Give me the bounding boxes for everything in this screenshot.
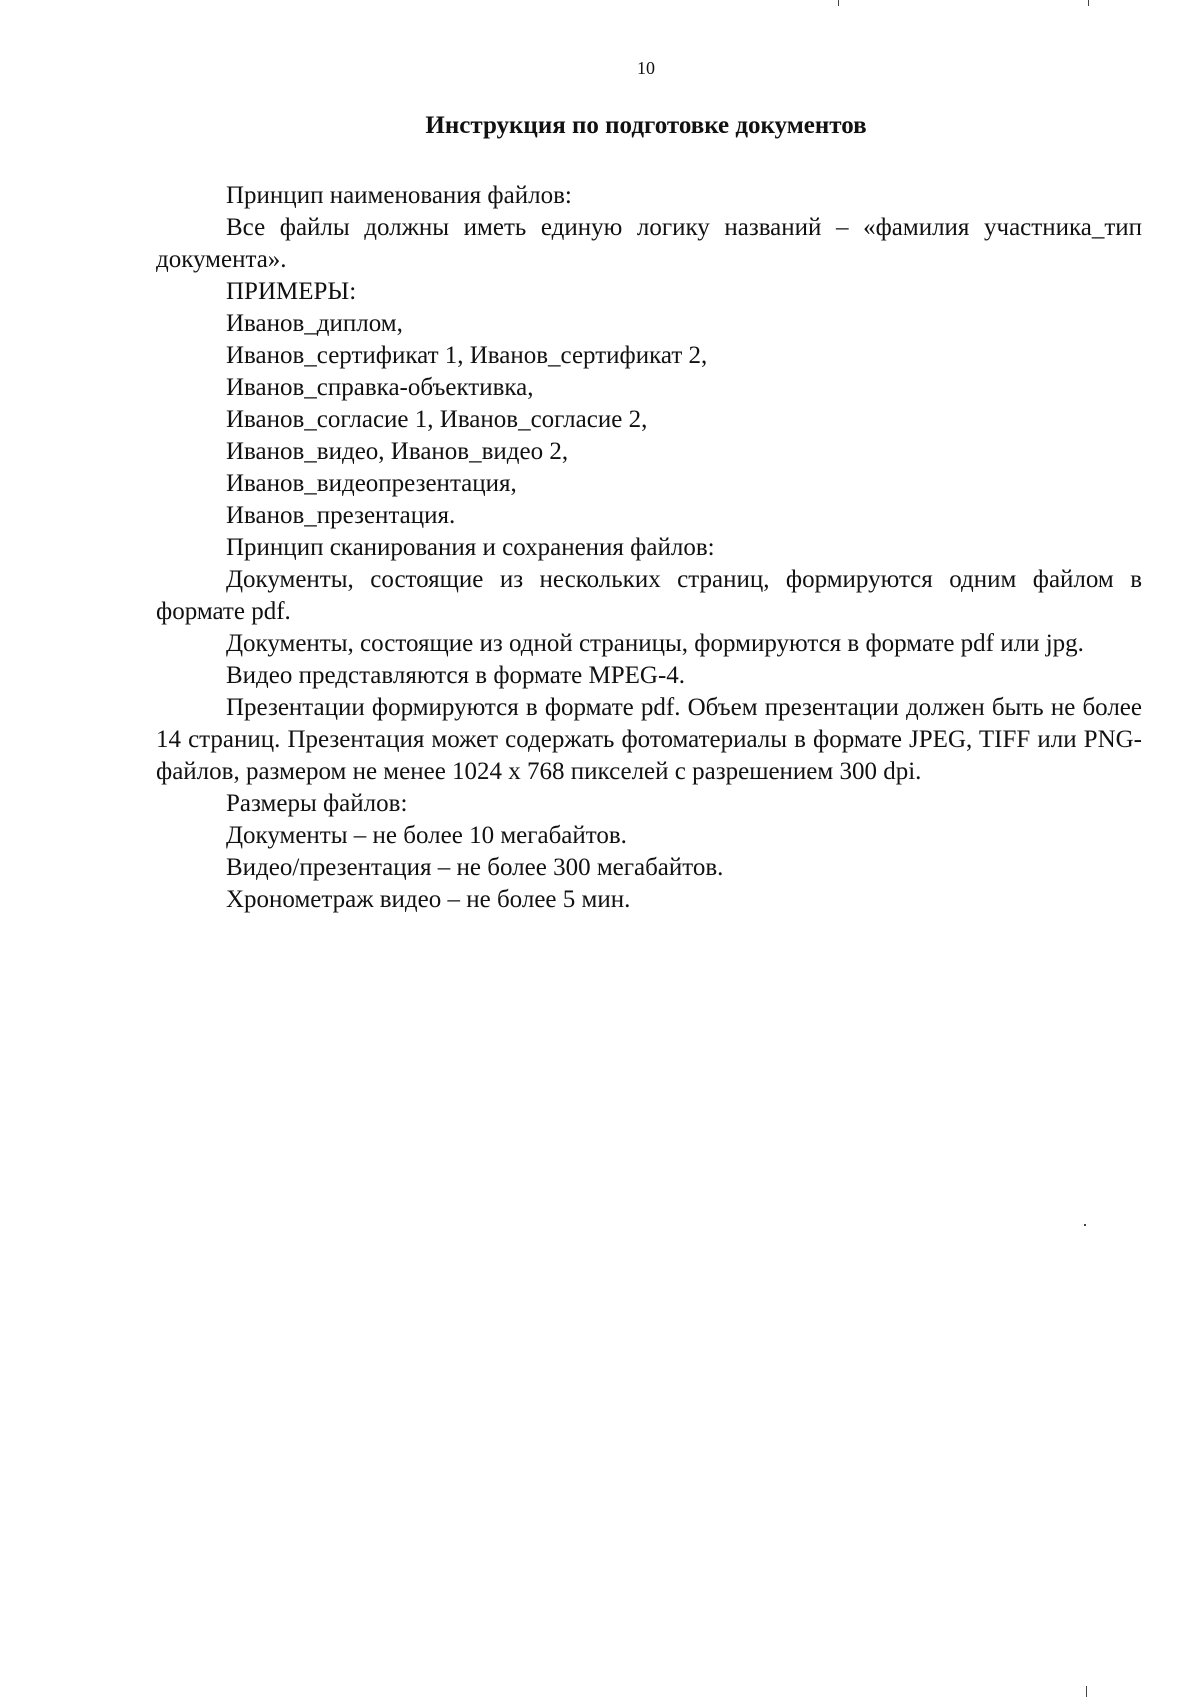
- paragraph-naming-rule: Все файлы должны иметь единую логику названий – «фамилия участника_тип документа».: [156, 214, 1142, 273]
- paragraph-examples-heading: ПРИМЕРЫ:: [226, 278, 357, 305]
- paragraph-video-format: Видео представляются в формате MPEG-4.: [226, 662, 686, 689]
- document-title: Инструкция по подготовке документов: [425, 112, 867, 139]
- paragraph-multipage-docs: Документы, состоящие из нескольких страниц, формируются одним файлом в формате pdf.: [156, 566, 1142, 625]
- paragraph-file-sizes-heading: Размеры файлов:: [226, 790, 408, 817]
- paragraph-naming-principle: Принцип наименования файлов:: [226, 182, 572, 209]
- scan-artifact: [838, 0, 839, 6]
- example-item: Иванов_презентация.: [226, 502, 456, 529]
- paragraph-documents-size: Документы – не более 10 мегабайтов.: [226, 822, 627, 849]
- scan-artifact: [1086, 1686, 1087, 1697]
- example-item: Иванов_справка-объективка,: [226, 374, 534, 401]
- scan-artifact: [1084, 1224, 1086, 1226]
- page-number: 10: [637, 58, 655, 78]
- example-item: Иванов_видеопрезентация,: [226, 470, 517, 497]
- paragraph-singlepage-docs: Документы, состоящие из одной страницы, формируются в формате pdf или jpg.: [226, 630, 1084, 657]
- paragraph-video-duration: Хронометраж видео – не более 5 мин.: [226, 886, 631, 913]
- paragraph-presentation-format: Презентации формируются в формате pdf. Объем презентации должен быть не более 14 страниц. Презентация может содержать фотоматериалы в формате JPEG, TIFF или PNG-файлов, размером не менее 1024 x 768 пикселей с разрешением 300 dpi.: [156, 694, 1142, 785]
- example-item: Иванов_согласие 1, Иванов_согласие 2,: [226, 406, 648, 433]
- paragraph-scanning-principle: Принцип сканирования и сохранения файлов:: [226, 534, 715, 561]
- example-item: Иванов_видео, Иванов_видео 2,: [226, 438, 569, 465]
- example-item: Иванов_диплом,: [226, 310, 403, 337]
- scan-artifact: [1088, 0, 1089, 6]
- document-body: [156, 180, 1142, 916]
- paragraph-video-presentation-size: Видео/презентация – не более 300 мегабайтов.: [226, 854, 724, 881]
- example-item: Иванов_сертификат 1, Иванов_сертификат 2,: [226, 342, 708, 369]
